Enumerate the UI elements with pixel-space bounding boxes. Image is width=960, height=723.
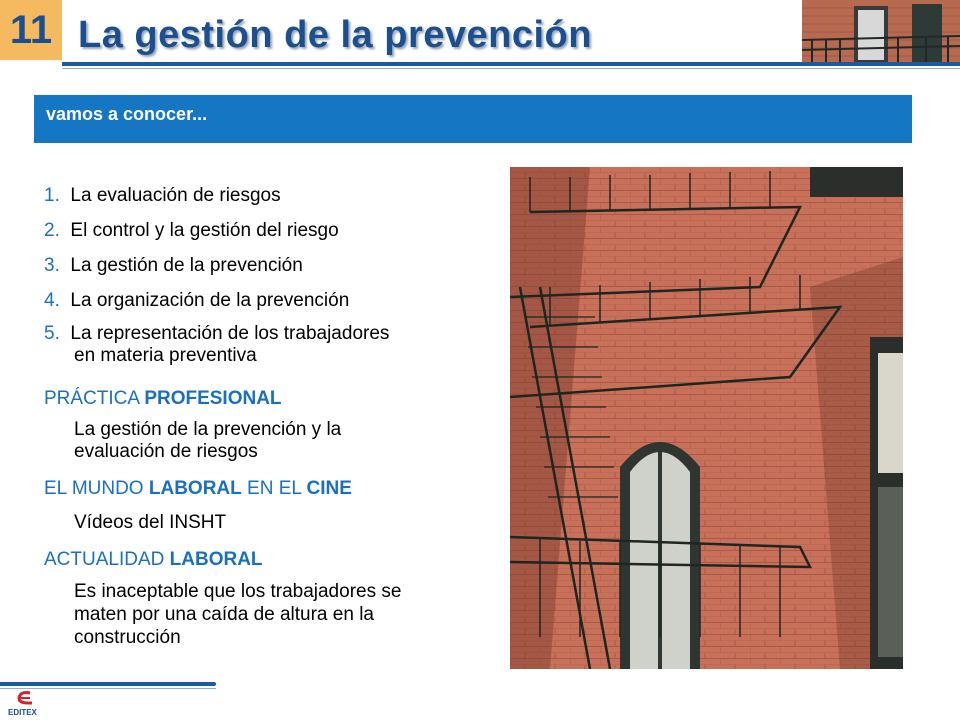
topic-label: La organización de la prevención [70, 290, 350, 311]
section-heading-cine[interactable] [44, 478, 352, 500]
section-heading-practica[interactable] [44, 388, 282, 410]
topic-label: La representación de los trabajadores [70, 323, 390, 344]
heading-normal: EN EL [241, 478, 307, 499]
editex-logo [6, 690, 48, 718]
section-body-line: Es inaceptable que los trabajadores se [74, 581, 402, 602]
topic-item-1[interactable] [44, 185, 281, 207]
chapter-number: 11 [9, 7, 53, 52]
topic-number: 4. [44, 290, 60, 311]
section-body-line: maten por una caída de altura en la [74, 604, 374, 625]
page-title: La gestión de la prevención [78, 14, 592, 56]
section-banner [34, 95, 912, 143]
topic-number: 5. [44, 323, 60, 344]
chapter-badge [0, 0, 62, 60]
logo-text: EDITEX [8, 708, 37, 717]
heading-normal: EL MUNDO [44, 478, 149, 499]
topic-number: 2. [44, 220, 60, 241]
header-divider-thin [62, 68, 960, 69]
heading-bold: PROFESIONAL [144, 388, 282, 409]
topic-item-4[interactable] [44, 290, 349, 312]
section-body-line: evaluación de riesgos [74, 441, 258, 462]
topic-label: La evaluación de riesgos [70, 185, 281, 206]
section-body-line: construcción [74, 627, 181, 648]
header-photo [802, 0, 960, 62]
heading-bold: LABORAL [169, 549, 263, 570]
fire-escape-photo [510, 167, 903, 669]
heading-bold: LABORAL [148, 478, 242, 499]
header-divider [62, 62, 960, 66]
footer-divider [0, 682, 216, 686]
topic-item-2[interactable] [44, 220, 339, 242]
heading-normal: ACTUALIDAD [44, 549, 170, 570]
topic-label: El control y la gestión del riesgo [70, 220, 339, 241]
heading-normal: PRÁCTICA [44, 388, 145, 409]
topic-number: 1. [44, 185, 60, 206]
section-body-line: La gestión de la prevención y la [74, 419, 342, 440]
section-body-line: Vídeos del INSHT [74, 512, 227, 533]
topic-item-5-continuation: en materia preventiva [74, 345, 257, 366]
section-heading-actualidad[interactable] [44, 549, 263, 571]
topic-label: La gestión de la prevención [70, 255, 303, 276]
heading-bold: CINE [306, 478, 352, 499]
banner-text: vamos a conocer... [46, 104, 208, 124]
topic-item-5[interactable] [44, 323, 389, 345]
topic-number: 3. [44, 255, 60, 276]
topic-item-3[interactable] [44, 255, 303, 277]
footer-divider-thin [0, 688, 216, 689]
